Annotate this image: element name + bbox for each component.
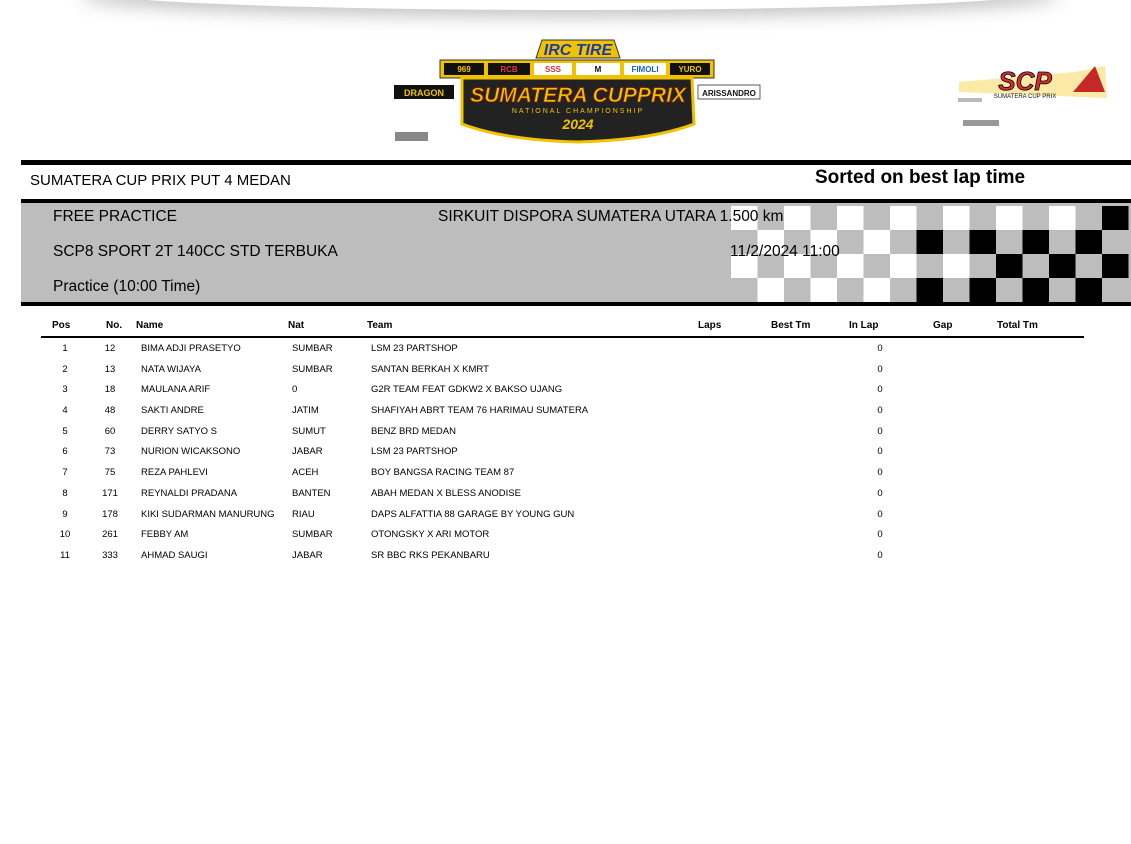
- checker-square: [1076, 230, 1103, 254]
- checker-square: [917, 278, 944, 302]
- svg-text:SCP: SCP: [998, 66, 1052, 96]
- checker-square: [1049, 254, 1076, 278]
- checker-square: [917, 230, 944, 254]
- cell-pos: 3: [62, 384, 68, 396]
- cell-team: OTONGSKY X ARI MOTOR: [371, 529, 490, 541]
- session-name: FREE PRACTICE: [53, 208, 178, 225]
- checker-square: [890, 254, 917, 278]
- event-logo: [392, 36, 762, 144]
- cell-in-lap: 0: [877, 384, 883, 396]
- col-laps: Laps: [698, 320, 722, 331]
- cell-in-lap: 0: [877, 425, 883, 437]
- cell-team: LSM 23 PARTSHOP: [371, 446, 458, 458]
- session-info-band: [21, 203, 1131, 302]
- col-best-tm: Best Tm: [771, 320, 811, 331]
- checker-square: [837, 254, 864, 278]
- results-table-body: [0, 343, 1131, 571]
- cell-pos: 11: [60, 549, 70, 561]
- cell-no: 48: [104, 405, 116, 417]
- cell-team: ABAH MEDAN X BLESS ANODISE: [371, 487, 521, 499]
- table-row: [0, 446, 1131, 467]
- checker-square: [970, 278, 997, 302]
- cell-name: FEBBY AM: [141, 529, 189, 541]
- table-row: [0, 384, 1131, 405]
- cell-in-lap: 0: [877, 529, 883, 541]
- table-row: [0, 426, 1131, 447]
- cell-name: MAULANA ARIF: [141, 384, 211, 396]
- cell-pos: 2: [62, 363, 68, 375]
- cell-no: 73: [104, 446, 116, 458]
- cell-name: KIKI SUDARMAN MANURUNG: [141, 508, 275, 520]
- cell-name: NURION WICAKSONO: [141, 446, 241, 458]
- cell-pos: 9: [62, 508, 68, 520]
- cell-name: AHMAD SAUGI: [141, 549, 208, 561]
- checker-square: [784, 206, 811, 230]
- cell-nat: JABAR: [292, 446, 323, 458]
- checker-square: [943, 254, 970, 278]
- cell-nat: RIAU: [292, 508, 315, 520]
- svg-text:SUMATERA CUP PRIX: SUMATERA CUP PRIX: [993, 94, 1057, 100]
- svg-text:ARISSANDRO: ARISSANDRO: [702, 89, 756, 98]
- checker-square: [943, 206, 970, 230]
- cell-no: 13: [104, 363, 116, 375]
- svg-text:SUMATERA CUPPRIX: SUMATERA CUPPRIX: [470, 84, 686, 107]
- checker-square: [811, 278, 838, 302]
- cell-in-lap: 0: [877, 343, 883, 354]
- col-nat: Nat: [288, 320, 305, 331]
- table-row: [0, 509, 1131, 530]
- cell-in-lap: 0: [877, 363, 883, 375]
- table-row: [0, 467, 1131, 488]
- cell-team: BOY BANGSA RACING TEAM 87: [371, 467, 515, 479]
- table-row: [0, 529, 1131, 550]
- col-no: No.: [106, 320, 123, 331]
- svg-text:YURO: YURO: [678, 65, 702, 74]
- cell-name: NATA WIJAYA: [141, 363, 201, 375]
- scp-logo: [955, 62, 1110, 132]
- svg-text:969: 969: [457, 65, 471, 74]
- cell-nat: JABAR: [292, 549, 323, 561]
- cell-no: 333: [102, 549, 118, 561]
- cell-team: G2R TEAM FEAT GDKW2 X BAKSO UJANG: [371, 384, 563, 396]
- col-gap: Gap: [933, 320, 953, 331]
- cell-no: 60: [104, 425, 116, 437]
- checker-square: [970, 230, 997, 254]
- table-row: [0, 343, 1131, 364]
- svg-text:IRC TIRE: IRC TIRE: [543, 42, 613, 59]
- cell-nat: SUMUT: [292, 425, 326, 437]
- cell-in-lap: 0: [877, 508, 883, 520]
- svg-text:SSS: SSS: [544, 65, 562, 74]
- table-row: [0, 488, 1131, 509]
- cell-name: BIMA ADJI PRASETYO: [141, 343, 241, 354]
- col-pos: Pos: [52, 320, 71, 331]
- cell-nat: BANTEN: [292, 487, 331, 499]
- band-bottom-rule: [21, 302, 1131, 306]
- cell-no: 75: [104, 467, 116, 479]
- cell-team: BENZ BRD MEDAN: [371, 425, 456, 437]
- cell-no: 178: [102, 508, 118, 520]
- cell-name: SAKTI ANDRE: [141, 405, 204, 417]
- cell-no: 261: [102, 529, 118, 541]
- session-datetime: 11/2/2024 11:00: [730, 243, 840, 260]
- cell-pos: 5: [62, 425, 68, 437]
- cell-pos: 10: [59, 529, 71, 541]
- sorted-label: Sorted on best lap time: [815, 167, 1026, 188]
- checker-square: [1023, 230, 1050, 254]
- class-name: SCP8 SPORT 2T 140CC STD TERBUKA: [53, 243, 338, 260]
- cell-team: SHAFIYAH ABRT TEAM 76 HARIMAU SUMATERA: [371, 405, 589, 417]
- cell-nat: SUMBAR: [292, 529, 333, 541]
- checker-square: [864, 278, 891, 302]
- checker-square: [890, 206, 917, 230]
- col-in-lap: In Lap: [849, 320, 879, 331]
- cell-no: 12: [104, 343, 116, 354]
- practice-info: Practice (10:00 Time): [53, 278, 201, 295]
- col-total-tm: Total Tm: [997, 320, 1038, 331]
- cell-team: LSM 23 PARTSHOP: [371, 343, 458, 354]
- cell-team: SANTAN BERKAH X KMRT: [371, 363, 489, 375]
- table-row: [0, 405, 1131, 426]
- cell-in-lap: 0: [877, 467, 883, 479]
- checker-square: [864, 230, 891, 254]
- svg-text:FIMOLI: FIMOLI: [631, 65, 659, 74]
- event-title: SUMATERA CUP PRIX PUT 4 MEDAN: [30, 172, 291, 189]
- checker-square: [1023, 278, 1050, 302]
- checker-square: [1102, 206, 1129, 230]
- table-row: [0, 550, 1131, 571]
- checker-square: [1102, 254, 1129, 278]
- col-name: Name: [136, 320, 164, 331]
- cell-pos: 6: [62, 446, 68, 458]
- checker-square: [837, 206, 864, 230]
- cell-nat: ACEH: [292, 467, 319, 479]
- svg-text:M: M: [594, 65, 602, 74]
- svg-text:2024: 2024: [562, 116, 594, 132]
- circuit-name: SIRKUIT DISPORA SUMATERA UTARA 1.500 km: [438, 208, 784, 225]
- checker-square: [1049, 206, 1076, 230]
- cell-nat: SUMBAR: [292, 363, 333, 375]
- checker-square: [996, 206, 1023, 230]
- cell-name: REYNALDI PRADANA: [141, 487, 238, 499]
- cell-pos: 4: [62, 405, 68, 417]
- cell-no: 18: [104, 384, 116, 396]
- cell-pos: 8: [62, 487, 68, 499]
- cell-pos: 7: [62, 467, 68, 479]
- checker-square: [996, 254, 1023, 278]
- checker-square: [1076, 278, 1103, 302]
- cell-in-lap: 0: [877, 549, 883, 561]
- cell-in-lap: 0: [877, 446, 883, 458]
- top-rule: [21, 160, 1131, 165]
- table-row: [0, 364, 1131, 385]
- cell-name: DERRY SATYO S: [141, 425, 218, 437]
- cell-in-lap: 0: [877, 405, 883, 417]
- cell-team: SR BBC RKS PEKANBARU: [371, 549, 490, 561]
- cell-nat: SUMBAR: [292, 343, 333, 354]
- svg-text:NATIONAL CHAMPIONSHIP: NATIONAL CHAMPIONSHIP: [511, 108, 645, 115]
- cell-name: REZA PAHLEVI: [141, 467, 208, 479]
- cell-team: DAPS ALFATTIA 88 GARAGE BY YOUNG GUN: [371, 508, 575, 520]
- checker-square: [758, 278, 785, 302]
- cell-in-lap: 0: [877, 487, 883, 499]
- cell-no: 171: [102, 487, 118, 499]
- top-shadow: [80, 0, 1060, 10]
- col-team: Team: [367, 320, 393, 331]
- header-rule: [41, 336, 1084, 338]
- cell-nat: JATIM: [292, 405, 319, 417]
- cell-pos: 1: [62, 343, 68, 354]
- svg-text:DRAGON: DRAGON: [404, 88, 444, 98]
- cell-nat: 0: [292, 384, 298, 396]
- svg-text:RCB: RCB: [500, 65, 518, 74]
